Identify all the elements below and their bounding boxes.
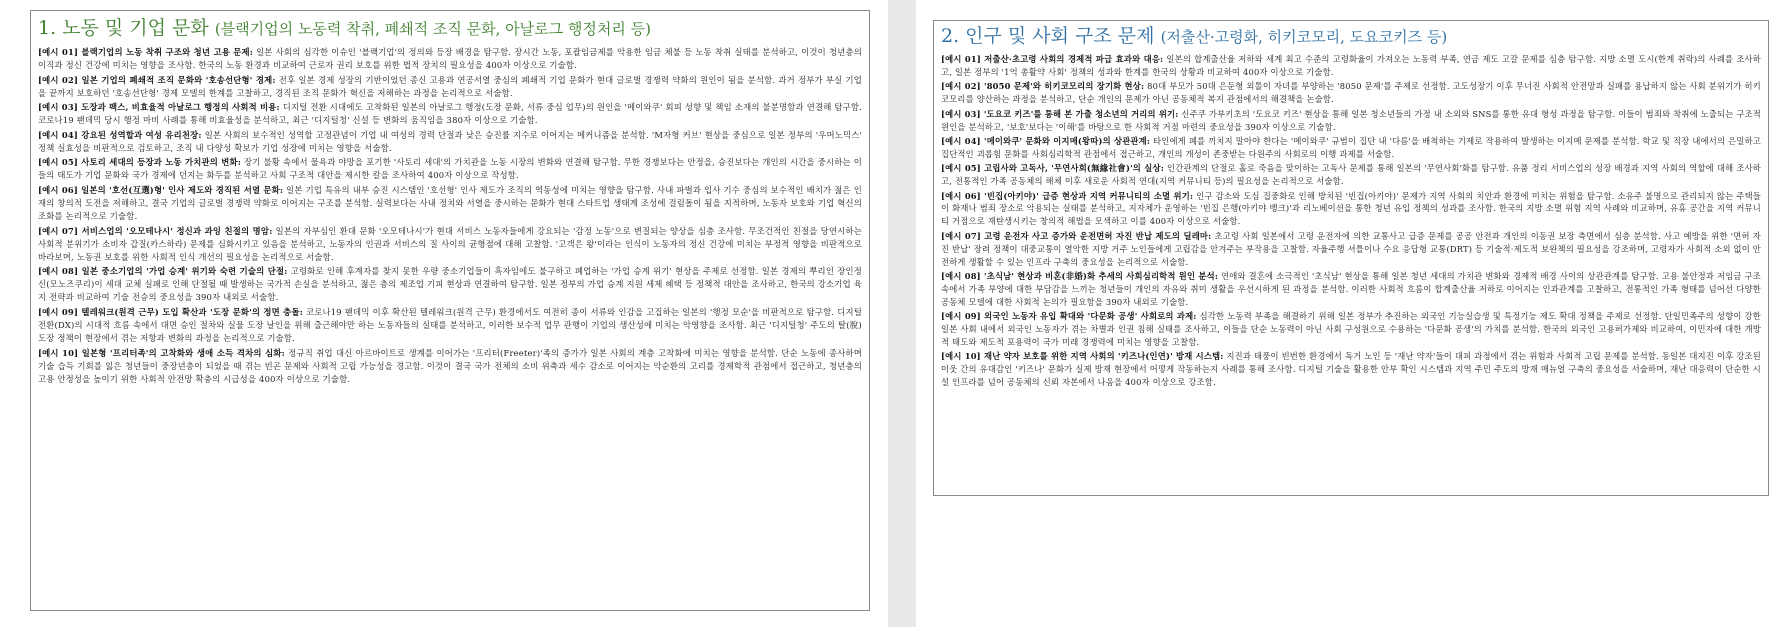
left-heading: 1. 노동 및 기업 문화 <box>38 17 209 39</box>
left-item-10 <box>38 347 862 386</box>
right-item-10 <box>941 350 1761 389</box>
item-text: 일본 기업 특유의 내부 승진 시스템인 '호선형' 인사 제도가 조직의 역동성에 미치는 영향을 탐구함. 사내 파벌과 입사 기수 중심의 보수적인 배치가 젊은 인재의 창의적 도전을 저해하고, 결국 기업의 글로벌 경쟁력 약화로 이어지는 구조를 분석함. 실력보다는 사내 정치와 서열을 중시하는 문화가 현대 스타트업 생태계 조성에 걸림돌이 됨을 지적하며, 노동자 보호와 기업 혁신의 조화를 논리적으로 기술함. <box>38 184 862 222</box>
item-label: [예시 07] 고령 운전자 사고 증가와 운전면허 자진 반납 제도의 딜레마: <box>941 230 1212 241</box>
item-text: 타인에게 폐를 끼치지 말아야 한다는 '메이와쿠' 규범이 집단 내 '다름'을 배척하는 기제로 작용하여 발생하는 이지메 문제를 분석함. 학교 및 직장 내에서의 은밀하고 집단적인 괴롭힘 문화를 사회심리학적 관점에서 접근하고, 개인의 개성이 존중받는 다원주의 사회로의 이행 과제를 서술함. <box>941 135 1762 159</box>
item-text: 심각한 노동력 부족을 해결하기 위해 일본 정부가 추진하는 외국인 기능실습생 및 특정기능 제도 확대 정책을 주제로 선정함. 단일민족주의 성향이 강한 일본 사회 내에서 외국인 노동자가 겪는 차별과 인권 침해 실태를 조사하고, 이들을 단순 노동력이 아닌 사회 구성원으로 수용하는 '다문화 공생'의 가치를 분석함. 한국의 외국인 고용허가제와 비교하여, 이민자에 대한 개방적 태도와 제도적 포용력이 국가 미래 경쟁력에 미치는 영향을 고찰함. <box>941 311 1762 348</box>
right-item-3 <box>941 108 1761 134</box>
left-section-title <box>38 15 862 42</box>
item-label: [예시 05] 고립사와 고독사, '무연사회(無緣社會)'의 실상: <box>941 163 1164 174</box>
item-text: 전후 일본 경제 성장의 기반이었던 종신 고용과 연공서열 중심의 폐쇄적 기업 문화가 현대 글로벌 경쟁력 약화의 원인이 됨을 분석함. 과거 정부가 부실 기업을 끝까지 보호하던 '호송선단형' 경제 모델의 한계를 고찰하고, 경직된 조직 문화가 혁신을 저해하는 과정을 논리적으로 서술함. <box>38 74 863 98</box>
item-text: 코로나19 팬데믹 이후 확산된 텔레워크(원격 근무) 환경에서도 여전히 종이 서류와 인감을 고집하는 일본의 '행정 모순'을 비판적으로 탐구함. 디지털 전환(DX)의 시대적 흐름 속에서 대면 승인 절차와 실물 도장 날인을 위해 출근해야만 하는 노동자들의 실태를 분석하고, 이러한 보수적 업무 관행이 기업의 생산성에 미치는 악영향을 조사함. 최근 '디지털청' 주도의 탈(脫)도장 정책이 현장에서 겪는 저항과 변화의 과정을 논리적으로 기술함. <box>38 306 862 343</box>
right-heading: 2. 인구 및 사회 구조 문제 <box>941 25 1155 47</box>
left-item-8 <box>38 265 862 304</box>
item-label: [예시 06] 일본의 '호선(互選)형' 인사 제도와 경직된 서열 문화: <box>38 184 284 195</box>
item-text: 일본의 합계출산율 저하와 세계 최고 수준의 고령화율이 가져오는 노동력 부족, 연금 제도 고갈 문제를 심층 탐구함. 지방 소멸 도시(한계 취락)의 사례를 조사하고, 일본 정부의 '1억 총활약 사회' 정책의 성과와 한계를 한국의 상황과 비교하여 400자 이상으로 기술함. <box>941 54 1761 77</box>
item-label: [예시 03] 도장과 팩스, 비효율적 아날로그 행정의 사회적 비용: <box>38 102 280 113</box>
item-label: [예시 04] '메이와쿠' 문화와 이지메(왕따)의 상관관계: <box>941 135 1151 146</box>
left-item-list <box>38 46 862 386</box>
item-text: 인구 감소와 도심 집중화로 인해 방치된 '빈집(아키야)' 문제가 지역 사회의 치안과 환경에 미치는 위험을 탐구함. 소유주 불명으로 관리되지 않는 주택들이 화재나 범죄 장소로 악용되는 실태를 분석하고, 지자체가 운영하는 '빈집 은행(아키야 뱅크)'과 리노베이션을 통한 청년 유입 정책의 성과를 조사함. 한국의 지방 소멸 위험 지역 사례와 비교하며, 유휴 공간을 지역 커뮤니티 거점으로 재탄생시키는 창의적 해법을 모색하고 이를 400자 이상으로 서술함. <box>941 190 1762 227</box>
item-label: [예시 07] 서비스업의 '오모테나시' 정신과 과잉 친절의 명암: <box>38 225 273 236</box>
left-item-3 <box>38 101 862 127</box>
item-text: 일본 사회의 보수적인 성역할 고정관념이 기업 내 여성의 경력 단절과 낮은 승진률 지수로 이어지는 메커니즘을 분석함. 'M자형 커브' 현상을 중심으로 일본 정부의 '우머노믹스' 정책 실효성을 비판적으로 검토하고, 조직 내 다양성 확보가 기업 성장에 미치는 영향을 서술함. <box>38 129 862 153</box>
right-page <box>916 0 1781 627</box>
item-text: 80대 부모가 50대 은둔형 외톨이 자녀를 부양하는 '8050 문제'를 주제로 선정함. 고도성장기 이후 무너진 사회적 안전망과 실패를 용납하지 않는 사회 분위기가 히키코모리를 양산하는 과정을 분석하고, 단순 개인의 문제가 아닌 공동체적 복지 관점에서의 해결책을 논술함. <box>941 81 1761 105</box>
item-text: 정규직 취업 대신 아르바이트로 생계를 이어가는 '프리터(Freeter)'족의 증가가 일본 사회의 계층 고착화에 미치는 영향을 분석함. 단순 노동에 종사하며 기술 습득 기회를 잃은 청년들이 중장년층이 되었을 때 겪는 빈곤 문제와 사회적 고립 가능성을 경고함. 이것이 결국 국가 전체의 소비 위축과 세수 감소로 이어지는 악순환의 고리를 경제학적 관점에서 접근하고, 청년층의 고용 안정성을 높이기 위한 사회적 안전망 확충의 시급성을 400자 이상으로 기술함. <box>38 347 863 384</box>
item-text: 장기 불황 속에서 물욕과 야망을 포기한 '사토리 세대'의 가치관을 노동 시장의 변화와 연결해 탐구함. 무한 경쟁보다는 안정을, 승진보다는 개인의 시간을 중시하는 이들의 태도가 기업 문화와 국가 경제에 던지는 화두를 분석하고 사회 구조적 대안을 제시한 칼을 조사하여 400자 이상으로 작성함. <box>38 157 862 181</box>
item-label: [예시 02] 일본 기업의 폐쇄적 조직 문화와 '호송선단형' 경제: <box>38 74 276 85</box>
page-gutter <box>888 0 916 627</box>
left-item-1 <box>38 46 862 72</box>
item-label: [예시 05] 사토리 세대의 등장과 노동 가치관의 변화: <box>38 157 242 168</box>
right-item-list <box>941 53 1761 389</box>
right-item-5 <box>941 162 1761 188</box>
left-item-6 <box>38 184 862 223</box>
item-label: [예시 08] 일본 중소기업의 '가업 승계' 위기와 숙련 기술의 단절: <box>38 266 288 277</box>
item-label: [예시 10] 일본형 '프리터족'의 고착화와 생애 소득 격차의 심화: <box>38 347 285 358</box>
item-label: [예시 09] 텔레워크(원격 근무) 도입 확산과 '도장 문화'의 정면 충돌: <box>38 306 303 317</box>
item-text: 인간관계의 단절로 홀로 죽음을 맞이하는 고독사 문제를 통해 일본의 '무연사회'화를 탐구함. 유품 정리 서비스업의 성장 배경과 지역 사회의 역할에 대해 조사하고, 전통적인 가족 공동체의 해체 이후 새로운 사회적 연대(지역 커뮤니티 등)의 필요성을 논리적으로 서술함. <box>941 163 1761 187</box>
item-label: [예시 04] 강요된 성역할과 여성 유리천장: <box>38 129 202 140</box>
item-text: 지진과 태풍이 빈번한 환경에서 독거 노인 등 '재난 약자'들이 대피 과정에서 겪는 위험과 사회적 고립 문제를 분석함. 동일본 대지진 이후 강조된 이웃 간의 유대감인 '키즈나' 문화가 실제 방재 현장에서 어떻게 작동하는지 사례를 통해 조사함. 디지털 기술을 활용한 안부 확인 시스템과 지역 주민 주도의 방재 매뉴얼 구축의 중요성을 서술하며, 재난 대응력이 단순한 시설 인프라를 넘어 공동체의 신뢰 자본에서 나옴을 400자 이상으로 강조함. <box>941 351 1761 388</box>
right-content-box <box>933 20 1769 496</box>
right-item-4 <box>941 135 1761 161</box>
right-section-title <box>941 23 1761 50</box>
left-item-4 <box>38 129 862 155</box>
right-item-2 <box>941 80 1761 106</box>
item-text: 연애와 결혼에 소극적인 '초식남' 현상을 통해 일본 청년 세대의 가치관 변화와 경제적 배경 사이의 상관관계를 탐구함. 고용 불안정과 저임금 구조 속에서 가족 부양에 대한 부담감을 느끼는 청년들이 개인의 자유와 취미 생활을 우선시하게 된 과정을 분석함. 이러한 사회적 흐름이 합계출산율 저하로 이어지는 인과관계를 고찰하고, 전통적인 가족 형태를 넘어선 다양한 공동체 모델에 대한 사회적 논의가 필요함을 390자 내외로 기술함. <box>941 271 1761 307</box>
left-subheading: (블랙기업의 노동력 착취, 폐쇄적 조직 문화, 아날로그 행정처리 등) <box>214 20 651 38</box>
right-subheading: (저출산·고령화, 히키코모리, 도요코키즈 등) <box>1160 28 1448 46</box>
item-label: [예시 09] 외국인 노동자 유입 확대와 '다문화 공생' 사회로의 과제: <box>941 311 1197 322</box>
item-label: [예시 08] '초식남' 현상과 비혼(非婚)화 추세의 사회심리학적 원인 분석: <box>941 271 1219 281</box>
left-content-box <box>30 10 870 611</box>
left-item-5 <box>38 156 862 182</box>
item-label: [예시 06] '빈집(아키야)' 급증 현상과 지역 커뮤니티의 소멸 위기: <box>941 190 1194 201</box>
item-label: [예시 01] 저출산·초고령 사회의 경제적 파급 효과와 대응: <box>941 54 1164 64</box>
item-label: [예시 10] 재난 약자 보호를 위한 지역 사회의 '키즈나(인연)' 방재 시스템: <box>941 351 1224 362</box>
item-text: 초고령 사회 일본에서 고령 운전자에 의한 교통사고 급증 문제를 공공 안전과 개인의 이동권 보장 측면에서 심층 분석함. 사고 예방을 위한 '면허 자진 반납' 장려 정책이 대중교통이 열악한 지방 거주 노인들에게 고립감을 안겨주는 부작용을 고찰함. 자율주행 셔틀이나 수요 응답형 교통(DRT) 등 기술적·제도적 보완책의 필요성을 강조하며, 고령자가 사회적 소외 없이 안전하게 생활할 수 있는 인프라 구축의 중요성을 논리적으로 서술함. <box>941 230 1761 267</box>
left-page <box>0 0 888 627</box>
right-item-1 <box>941 53 1761 79</box>
right-item-7 <box>941 230 1761 269</box>
item-label: [예시 01] 블랙기업의 노동 착취 구조와 청년 고용 문제: <box>38 47 254 57</box>
item-text: 디지털 전환 시대에도 고착화된 일본의 아날로그 행정(도장 문화, 서류 중심 업무)의 원인을 '메이와쿠' 회피 성향 및 책임 소재의 불분명함과 연결해 탐구함. 코로나19 팬데믹 당시 행정 마비 사례를 통해 비효율성을 분석하고, 최근 '디지털청' 신설 등 변화의 움직임을 380자 이상으로 기술함. <box>38 102 862 126</box>
item-text: 일본 사회의 심각한 이슈인 '블랙기업'의 정의와 등장 배경을 탐구함. 장시간 노동, 포괄임금제를 악용한 임금 체불 등 노동 착취 실태를 분석하고, 이것이 청년층의 이직과 정신 건강에 미치는 영향을 조사함. 한국의 노동 환경과 비교하여 근로자 권리 보호를 위한 법적 장치의 필요성을 400자 이상으로 기술함. <box>38 47 862 71</box>
item-label: [예시 03] '도요코 키즈'를 통해 본 가출 청소년의 거리의 위기: <box>941 108 1179 119</box>
right-item-9 <box>941 310 1761 349</box>
item-label: [예시 02] '8050 문제'와 히키코모리의 장기화 현상: <box>941 81 1145 92</box>
item-text: 일본의 자부심인 환대 문화 '오모테나시'가 현대 서비스 노동자들에게 강요되는 '감정 노동'으로 변질되는 양상을 심층 조사함. 무조건적인 친절을 당연시하는 사회적 분위기가 소비자 갑질(카스하라) 문제를 심화시키고 있음을 분석하고, 노동자의 인권과 서비스의 질 사이의 균형점에 대해 고찰함. '고객은 왕'이라는 인식이 노동자의 정신 건강에 미치는 부정적 영향을 비판적으로 바라보며, 노동권 보호를 위한 사회적 인식 개선의 필요성을 논리적으로 서술함. <box>38 225 862 262</box>
right-item-6 <box>941 190 1761 229</box>
left-item-9 <box>38 306 862 345</box>
left-item-2 <box>38 74 862 100</box>
right-item-8 <box>941 270 1761 309</box>
item-text: 고령화로 인해 후계자를 찾지 못한 우량 중소기업들이 흑자임에도 불구하고 폐업하는 '가업 승계 위기' 현상을 주제로 선정함. 일본 경제의 뿌리인 장인정신(모노즈쿠리)이 세대 교체 실패로 인해 단절될 때 발생하는 국가적 손실을 분석하고, 젊은 층의 제조업 기피 현상과 연결하여 탐구함. 일본 정부의 가업 승계 지원 세제 혜택 등 정책적 대안을 조사하고, 한국의 강소기업 육지 전략과 비교하여 기술 전승의 중요성을 390자 내외로 서술함. <box>38 266 862 303</box>
left-item-7 <box>38 225 862 264</box>
item-text: 신주쿠 가부키초의 '도요코 키즈' 현상을 통해 일본 청소년들의 가정 내 소외와 SNS를 통한 유대 형성 과정을 탐구함. 이들이 범죄와 착취에 노출되는 구조적 원인을 분석하고, '보호'보다는 '이해'를 바탕으로 한 사회적 거점 마련의 중요성을 390자 이상으로 기술함. <box>941 108 1762 132</box>
